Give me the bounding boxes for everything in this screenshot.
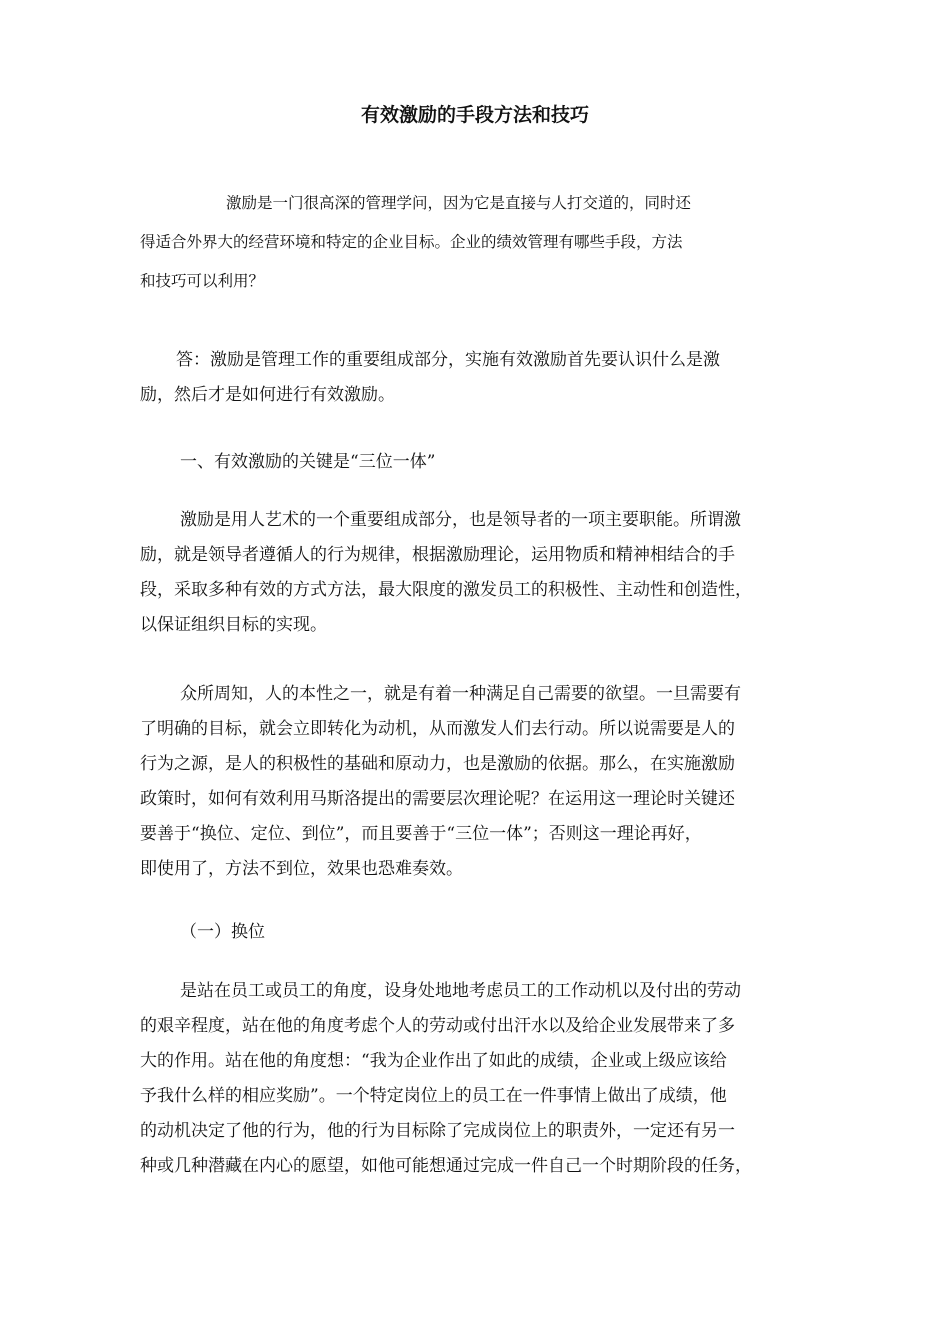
paragraph-line: 是站在员工或员工的角度，设身处地地考虑员工的工作动机以及付出的劳动 — [180, 981, 741, 1001]
paragraph-line: 的动机决定了他的行为，他的行为目标除了完成岗位上的职责外，一定还有另一 — [140, 1121, 735, 1141]
paragraph-line: 励，然后才是如何进行有效激励。 — [140, 385, 395, 405]
paragraph-line: 予我什么样的相应奖励”。一个特定岗位上的员工在一件事情上做出了成绩，他 — [140, 1086, 727, 1106]
intro-line: 得适合外界大的经营环境和特定的企业目标。企业的绩效管理有哪些手段，方法 — [140, 233, 683, 251]
intro-line: 激励是一门很高深的管理学问，因为它是直接与人打交道的，同时还 — [226, 194, 692, 212]
intro-line: 和技巧可以利用？ — [140, 272, 265, 290]
paragraph-line: 以保证组织目标的实现。 — [140, 615, 327, 635]
paragraph-line: 种或几种潜藏在内心的愿望，如他可能想通过完成一件自己一个时期阶段的任务， — [140, 1156, 752, 1176]
paragraph-line: 激励是用人艺术的一个重要组成部分，也是领导者的一项主要职能。所谓激 — [180, 510, 741, 530]
paragraph-line: 行为之源，是人的积极性的基础和原动力，也是激励的依据。那么，在实施激励 — [140, 754, 735, 774]
paragraph-line: 答：激励是管理工作的重要组成部分，实施有效激励首先要认识什么是激 — [176, 350, 720, 370]
paragraph-line: 要善于“换位、定位、到位”，而且要善于“三位一体”；否则这一理论再好， — [140, 824, 702, 844]
paragraph-line: 大的作用。站在他的角度想：“我为企业作出了如此的成绩，企业或上级应该给 — [140, 1051, 727, 1071]
paragraph-definition — [140, 503, 820, 643]
paragraph-line: 政策时，如何有效利用马斯洛提出的需要层次理论呢？在运用这一理论时关键还 — [140, 789, 735, 809]
paragraph-line: 励，就是领导者遵循人的行为规律，根据激励理论，运用物质和精神相结合的手 — [140, 545, 735, 565]
document-title: 有效激励的手段方法和技巧 — [360, 104, 589, 126]
paragraph-line: 段，采取多种有效的方式方法，最大限度的激发员工的积极性、主动性和创造性， — [140, 580, 752, 600]
answer-paragraph — [140, 343, 820, 413]
paragraph-line: 众所周知，人的本性之一，就是有着一种满足自己需要的欲望。一旦需要有 — [180, 684, 741, 704]
paragraph-line: 了明确的目标，就会立即转化为动机，从而激发人们去行动。所以说需要是人的 — [140, 719, 735, 739]
paragraph-line: 的艰辛程度，站在他的角度考虑个人的劳动或付出汗水以及给企业发展带来了多 — [140, 1016, 735, 1036]
paragraph-transposition — [140, 974, 820, 1184]
paragraph-line: 即使用了，方法不到位，效果也恐难奏效。 — [140, 859, 463, 879]
intro-question — [140, 192, 780, 292]
section-heading: 一、有效激励的关键是“三位一体” — [180, 452, 436, 472]
paragraph-maslow — [140, 677, 820, 887]
subsection-heading: （一）换位 — [180, 922, 265, 942]
